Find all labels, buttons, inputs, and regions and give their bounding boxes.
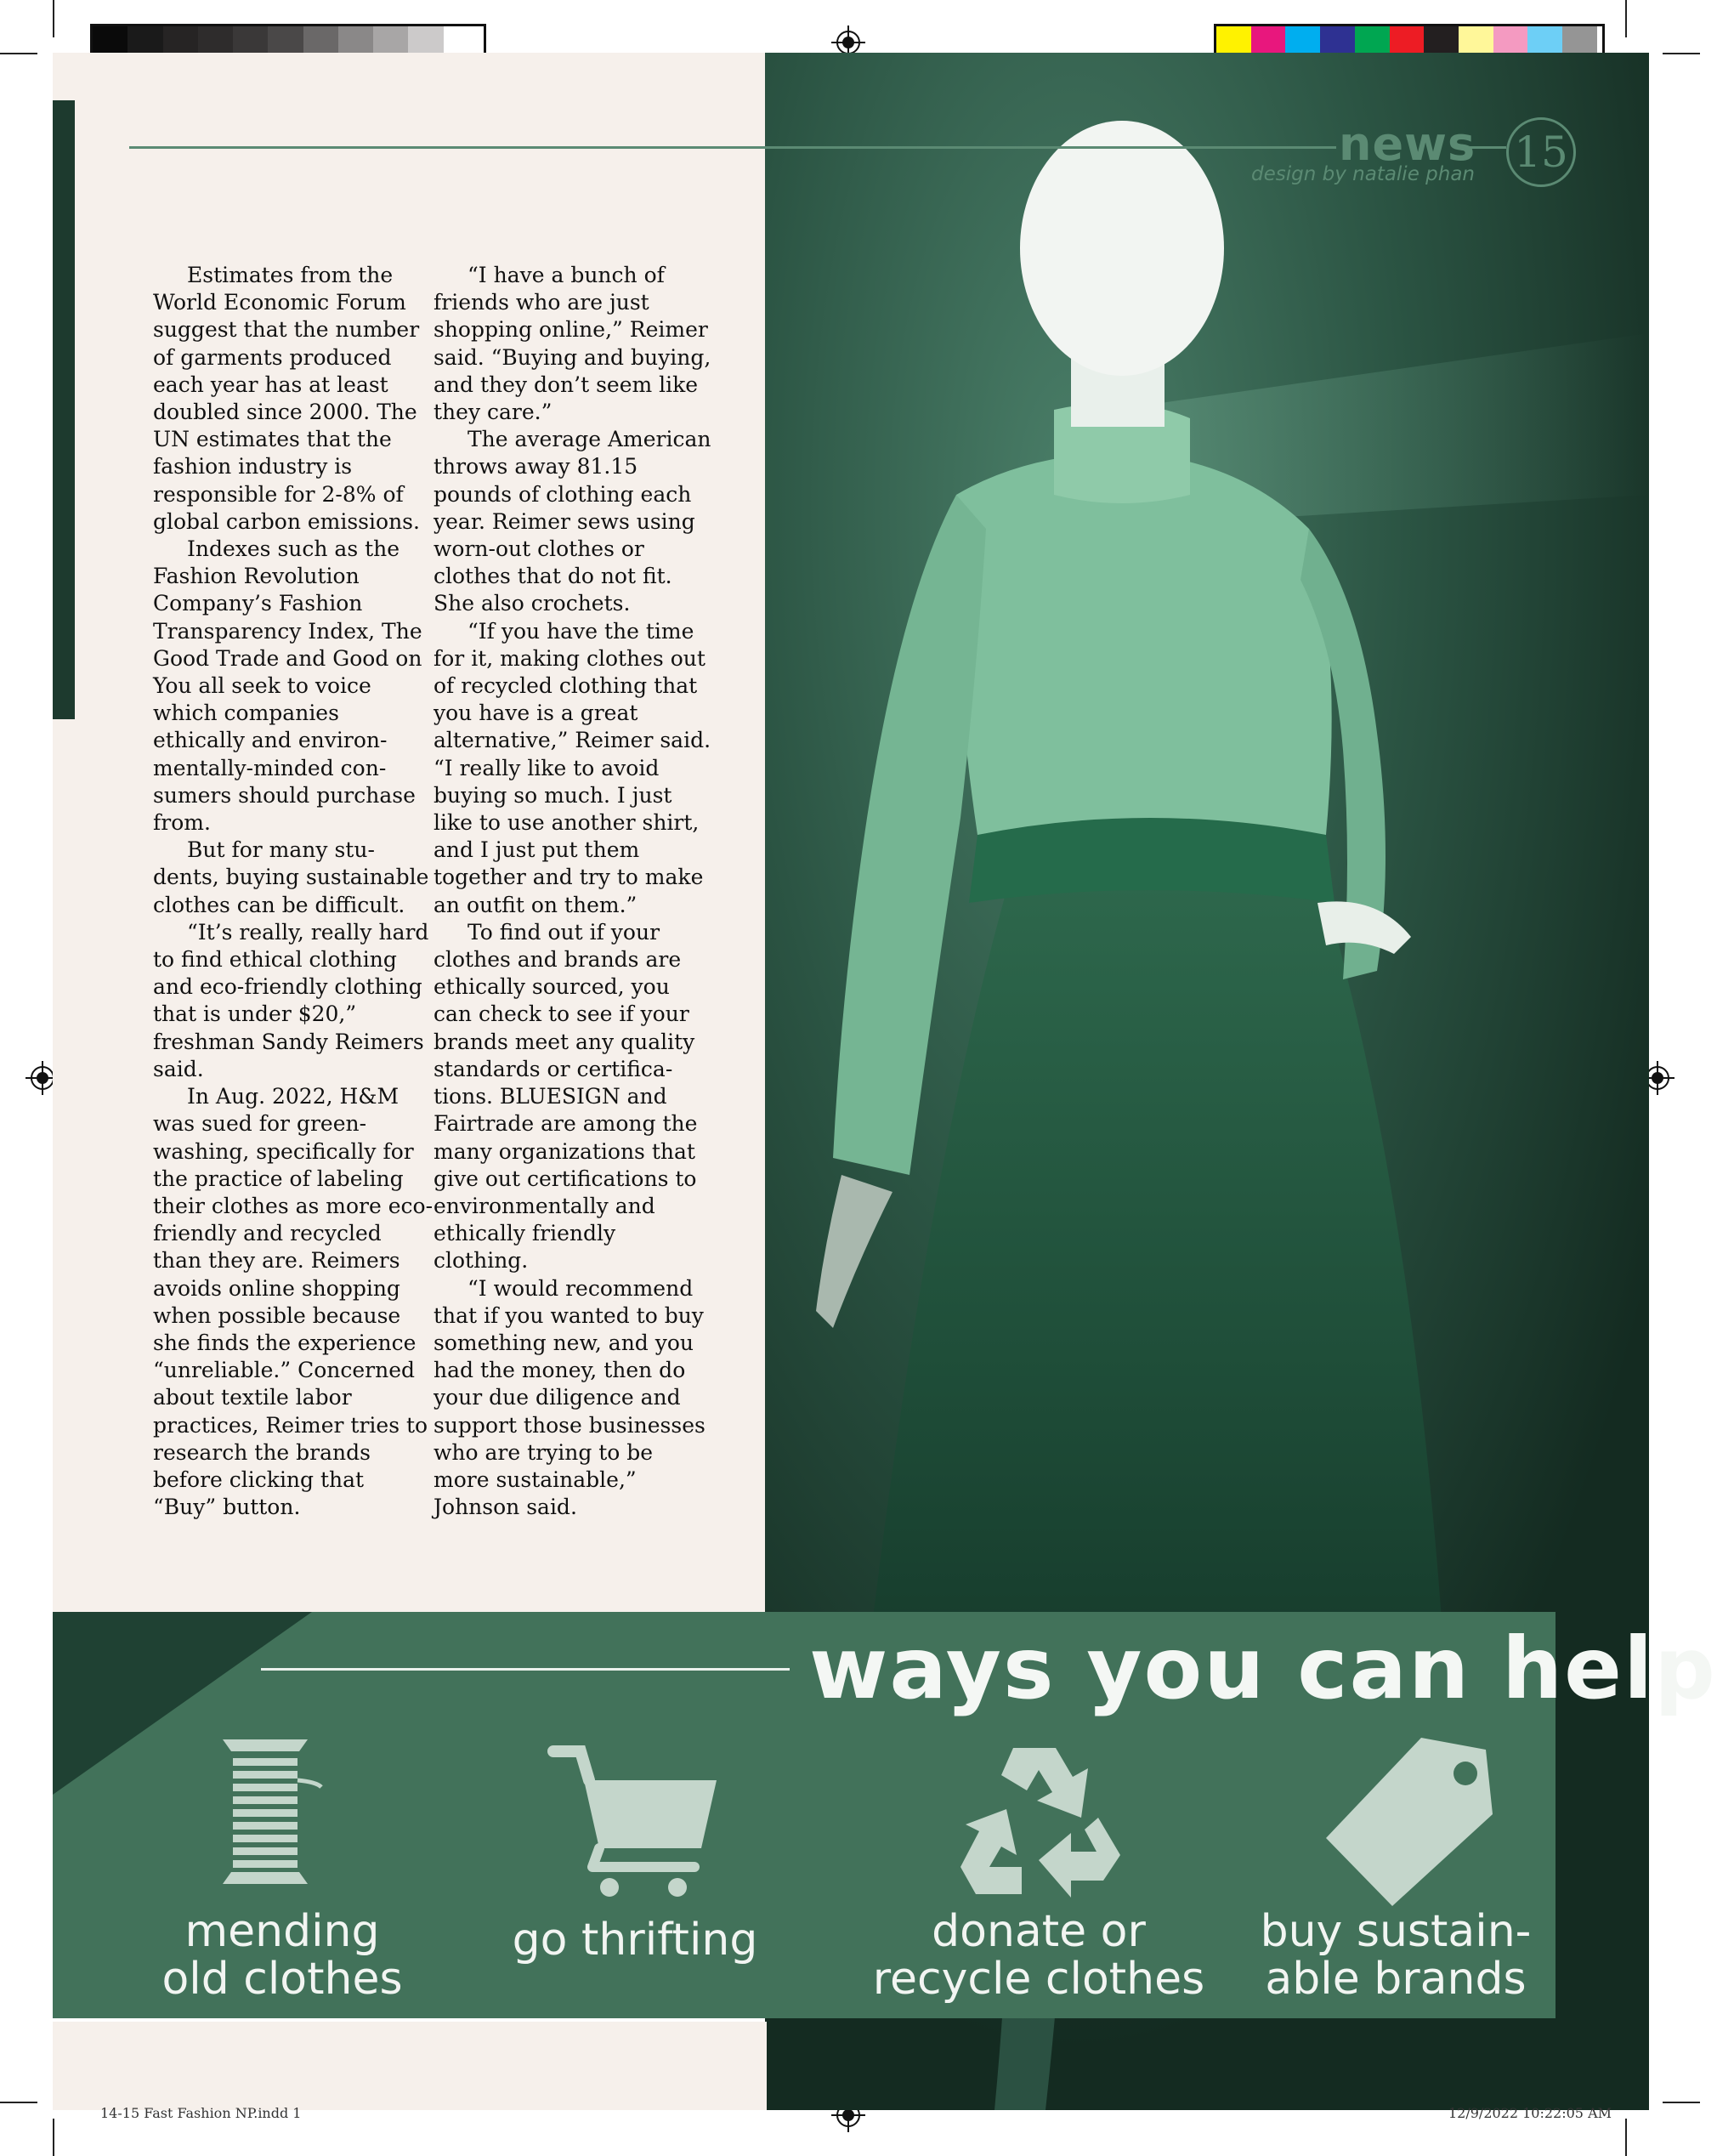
article-column-2	[434, 262, 714, 1521]
paragraph: In Aug. 2022, H&M was sued for greenwashing, specifically for the practice of labeling their clothes as more eco-friendly and recycled than they are. Reimers avoids online shopping when possible because she finds the experience “unreliable.” Concerned about textile labor practices, Reimer tries to research the brands before clicking that “Buy” button.	[153, 1084, 434, 1520]
way-label-buy-sustainable	[1234, 1908, 1557, 2003]
label-line: recycle clothes	[872, 1954, 1205, 2005]
footer-file-name: 14-15 Fast Fashion NP.indd 1	[100, 2105, 302, 2121]
paragraph: “I would recommend that if you wanted to buy something new, and you had the money, then do your due diligence and support those businesses who are trying to be more sustainable,” Johnson said.	[434, 1275, 706, 1520]
paragraph: The average American throws away 81.15 pounds of clothing each year. Reimer sews using worn-out clothes or clothes that do not fit. She also crochets.	[434, 427, 711, 616]
label-line: buy sustain-	[1260, 1906, 1532, 1957]
section-label: news	[1339, 117, 1476, 171]
paragraph: To find out if your clothes and brands are ethically sourced, you can check to see if your brands meet any quality standards or certifications. BLUESIGN and Fairtrade are among the many organizations that give out certifications to environmentally and ethically friendly clothing.	[434, 919, 698, 1274]
footer-timestamp: 12/9/2022 10:22:05 AM	[1448, 2105, 1612, 2121]
crop-mark	[1663, 53, 1700, 54]
crop-mark	[0, 2102, 37, 2103]
paragraph: “It’s really, really hard to find ethical clothing and eco-friendly clothing that is under $20,” freshman Sandy Reimers said.	[153, 919, 429, 1081]
panel-title: ways you can help	[809, 1619, 1717, 1718]
price-tag-icon	[1311, 1733, 1498, 1911]
crop-mark	[1625, 2119, 1627, 2156]
designer-byline: design by natalie phan	[1251, 163, 1476, 185]
title-rule	[261, 1668, 790, 1671]
paragraph: But for many students, buying sustainable clothes can be difficult.	[153, 837, 429, 917]
label-line: donate or	[932, 1906, 1146, 1957]
thread-spool-icon	[214, 1739, 367, 1884]
crop-mark	[1663, 2102, 1700, 2103]
paragraph: Indexes such as the Fashion Revolution Company’s Fashion Transparency Index, The Good Trade and Good on You all seek to voice which companies ethically and environmentally-minded consumers should purchase from.	[153, 536, 422, 836]
way-label-thrifting	[490, 1916, 779, 1964]
shopping-cart-icon	[550, 1746, 720, 1899]
crop-mark	[53, 2119, 54, 2156]
label-line: able brands	[1265, 1954, 1527, 2005]
label-line: go thrifting	[512, 1915, 758, 1966]
page-number: 15	[1506, 117, 1576, 187]
paragraph: Estimates from the World Economic Forum suggest that the number of garments produced each year has at least doubled since 2000. The UN estimates that the fashion industry is responsible for 2-8% of global carbon emissions.	[153, 263, 420, 534]
article-column-1	[153, 262, 434, 1521]
paragraph: “I have a bunch of friends who are just shopping online,” Reimer said. “Buying and buying, and they don’t seem like they care.”	[434, 263, 711, 425]
accent-bar	[53, 100, 75, 719]
crop-mark	[1625, 0, 1627, 37]
header-rule	[129, 146, 1336, 149]
way-label-donate	[852, 1908, 1226, 2003]
paragraph: “If you have the time for it, making clothes out of recycled clothing that you have is a great alternative,” Reimer said. “I really like to avoid buying so much. I just like to use another shirt, and I just put them together and try to make an outfit on them.”	[434, 618, 711, 917]
crop-mark	[53, 0, 54, 37]
label-line: old clothes	[162, 1954, 403, 2005]
label-line: mending	[184, 1906, 380, 1957]
way-label-mending	[138, 1908, 427, 2003]
text-panel-bottom	[53, 2022, 767, 2110]
crop-mark	[0, 53, 37, 54]
ways-you-can-help-panel	[53, 1612, 1717, 2018]
recycle-icon	[954, 1739, 1124, 1901]
